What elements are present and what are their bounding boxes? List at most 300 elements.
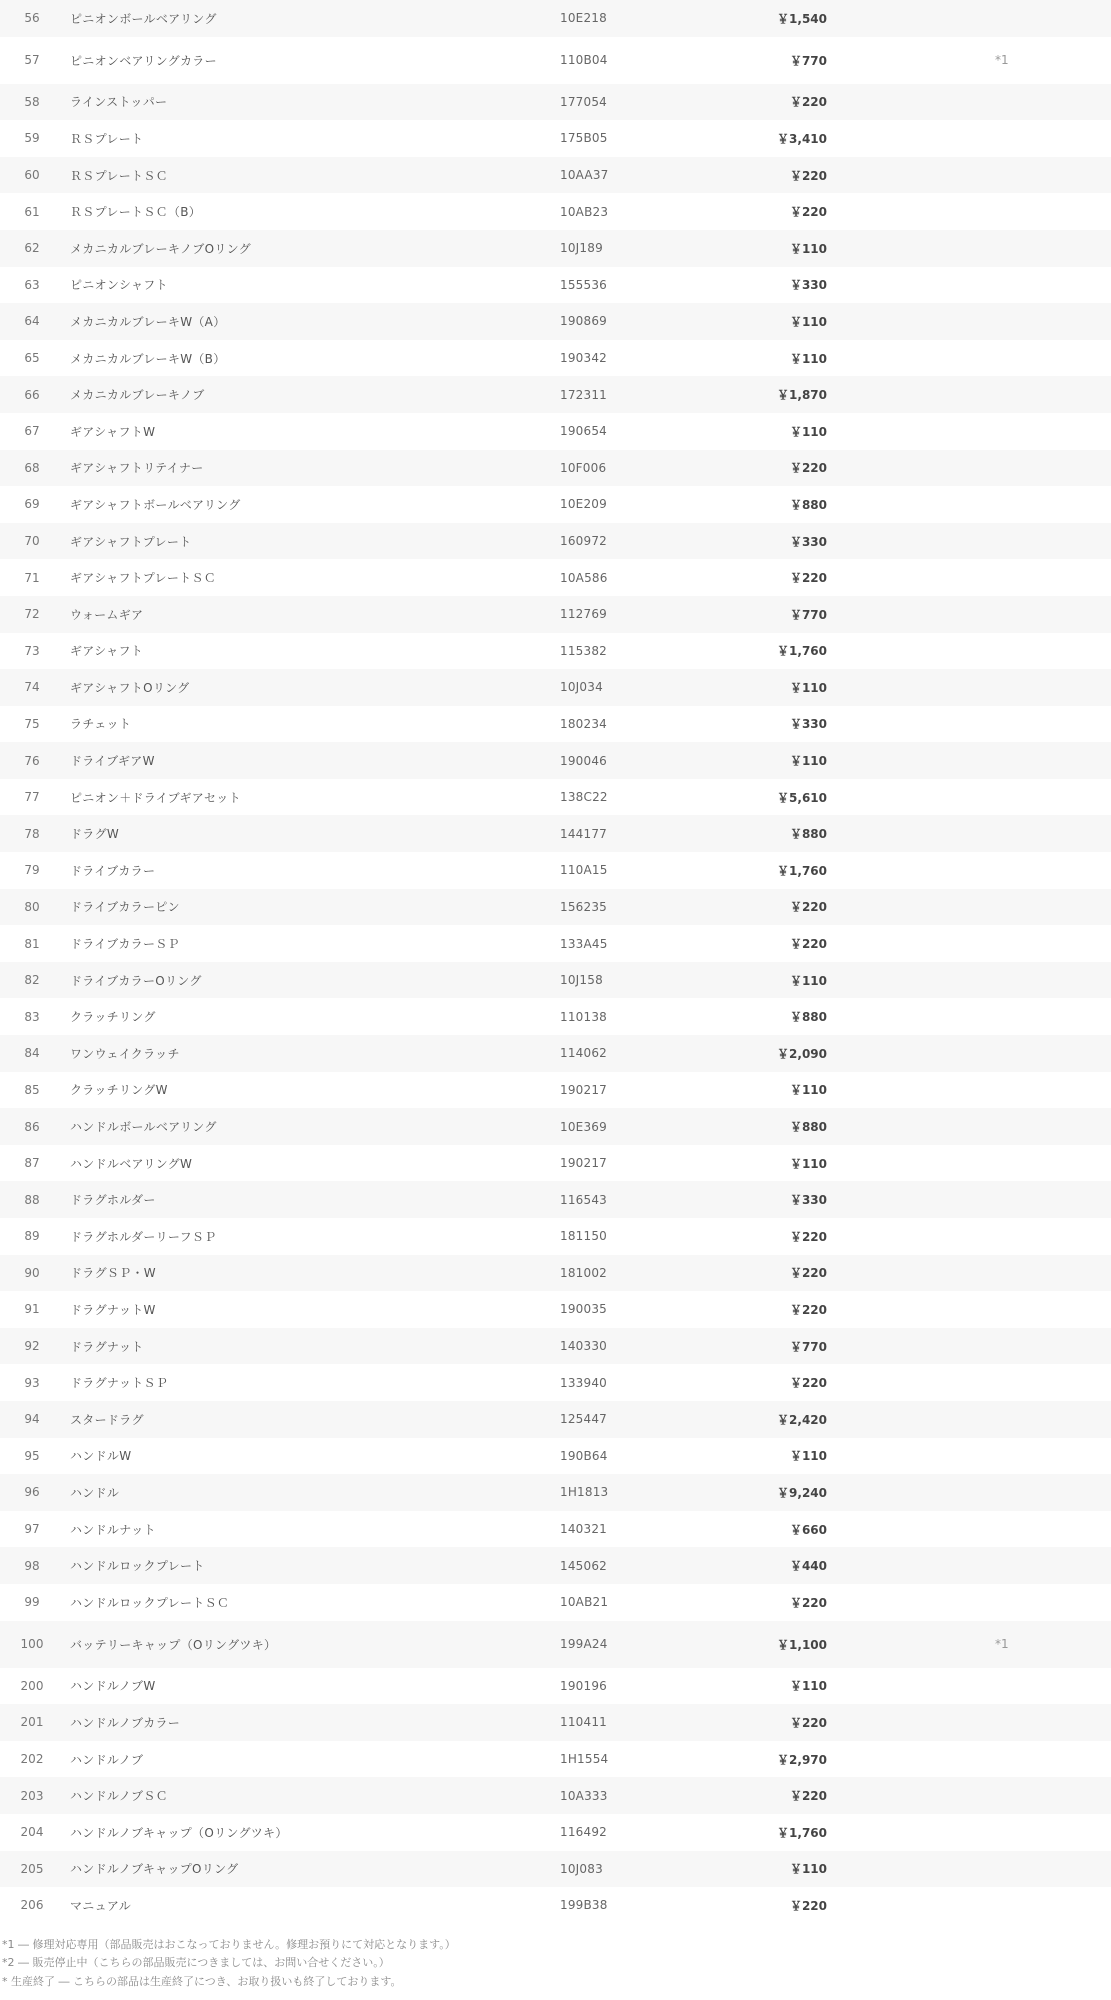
part-note — [995, 1181, 1111, 1218]
part-price: ￥220 — [710, 559, 995, 596]
part-note — [995, 1547, 1111, 1584]
part-number: 60 — [0, 157, 64, 194]
table-row — [0, 1668, 1111, 1705]
part-note — [995, 962, 1111, 999]
table-row — [0, 120, 1111, 157]
part-code: 115382 — [560, 633, 710, 670]
part-number: 69 — [0, 486, 64, 523]
part-note — [995, 779, 1111, 816]
part-note — [995, 84, 1111, 121]
part-name: ドライブギアW — [64, 742, 560, 779]
part-code: 172311 — [560, 376, 710, 413]
part-note — [995, 376, 1111, 413]
part-number: 200 — [0, 1668, 64, 1705]
part-name: ギアシャフトW — [64, 413, 560, 450]
part-code: 190B64 — [560, 1438, 710, 1475]
part-number: 70 — [0, 523, 64, 560]
part-price: ￥330 — [710, 523, 995, 560]
part-code: 181002 — [560, 1255, 710, 1292]
part-code: 133940 — [560, 1364, 710, 1401]
part-number: 85 — [0, 1072, 64, 1109]
part-price: ￥220 — [710, 1704, 995, 1741]
part-code: 199A24 — [560, 1621, 710, 1668]
table-row — [0, 413, 1111, 450]
part-price: ￥220 — [710, 1218, 995, 1255]
part-code: 190869 — [560, 303, 710, 340]
part-price: ￥330 — [710, 267, 995, 304]
part-name: ドラグホルダー — [64, 1181, 560, 1218]
part-code: 145062 — [560, 1547, 710, 1584]
part-code: 156235 — [560, 889, 710, 926]
part-name: ハンドルナット — [64, 1511, 560, 1548]
part-code: 10AA37 — [560, 157, 710, 194]
part-name: ドライブカラーOリング — [64, 962, 560, 999]
part-number: 57 — [0, 37, 64, 84]
part-number: 73 — [0, 633, 64, 670]
part-note — [995, 523, 1111, 560]
table-row — [0, 596, 1111, 633]
part-price: ￥110 — [710, 230, 995, 267]
part-number: 84 — [0, 1035, 64, 1072]
footnote-sales-suspended: *2 ― 販売停止中（こちらの部品販売につきましては、お問い合せください。） — [2, 1956, 390, 1970]
table-row — [0, 1218, 1111, 1255]
part-name: ドラグナットW — [64, 1291, 560, 1328]
part-price: ￥220 — [710, 157, 995, 194]
part-code: 181150 — [560, 1218, 710, 1255]
part-note — [995, 1668, 1111, 1705]
part-number: 59 — [0, 120, 64, 157]
part-name: ギアシャフト — [64, 633, 560, 670]
part-name: バッテリーキャップ（Oリングツキ） — [64, 1621, 560, 1668]
part-price: ￥110 — [710, 340, 995, 377]
part-number: 63 — [0, 267, 64, 304]
part-number: 71 — [0, 559, 64, 596]
part-name: ピニオン＋ドライブギアセット — [64, 779, 560, 816]
part-note — [995, 303, 1111, 340]
part-note — [995, 1035, 1111, 1072]
part-price: ￥1,870 — [710, 376, 995, 413]
part-price: ￥110 — [710, 962, 995, 999]
part-number: 99 — [0, 1584, 64, 1621]
part-code: 112769 — [560, 596, 710, 633]
part-code: 110A15 — [560, 852, 710, 889]
table-row — [0, 852, 1111, 889]
part-price: ￥3,410 — [710, 120, 995, 157]
table-row — [0, 1814, 1111, 1851]
part-price: ￥220 — [710, 1584, 995, 1621]
table-row — [0, 1547, 1111, 1584]
part-number: 96 — [0, 1474, 64, 1511]
table-row — [0, 523, 1111, 560]
part-note — [995, 1511, 1111, 1548]
part-number: 94 — [0, 1401, 64, 1438]
part-name: ハンドルノブカラー — [64, 1704, 560, 1741]
part-name: クラッチリングW — [64, 1072, 560, 1109]
part-price: ￥220 — [710, 1364, 995, 1401]
table-row — [0, 340, 1111, 377]
part-name: メカニカルブレーキノブ — [64, 376, 560, 413]
part-price: ￥770 — [710, 1328, 995, 1365]
part-price: ￥330 — [710, 1181, 995, 1218]
part-code: 10J158 — [560, 962, 710, 999]
part-name: ギアシャフトプレート — [64, 523, 560, 560]
part-name: ドライブカラー — [64, 852, 560, 889]
part-number: 205 — [0, 1851, 64, 1888]
part-price: ￥220 — [710, 193, 995, 230]
part-code: 177054 — [560, 84, 710, 121]
part-note — [995, 486, 1111, 523]
part-note — [995, 852, 1111, 889]
part-number: 92 — [0, 1328, 64, 1365]
part-number: 78 — [0, 815, 64, 852]
part-code: 10F006 — [560, 450, 710, 487]
table-row — [0, 1851, 1111, 1888]
part-note — [995, 1777, 1111, 1814]
part-name: ドラグホルダーリーフＳＰ — [64, 1218, 560, 1255]
table-row — [0, 1741, 1111, 1778]
table-row — [0, 559, 1111, 596]
part-price: ￥660 — [710, 1511, 995, 1548]
part-price: ￥440 — [710, 1547, 995, 1584]
part-price: ￥880 — [710, 486, 995, 523]
table-row — [0, 706, 1111, 743]
part-note — [995, 633, 1111, 670]
table-row — [0, 1181, 1111, 1218]
part-code: 10A586 — [560, 559, 710, 596]
table-row — [0, 815, 1111, 852]
part-code: 190217 — [560, 1145, 710, 1182]
part-note — [995, 1474, 1111, 1511]
part-price: ￥220 — [710, 1887, 995, 1924]
table-row — [0, 193, 1111, 230]
part-number: 97 — [0, 1511, 64, 1548]
part-price: ￥220 — [710, 1777, 995, 1814]
part-price: ￥5,610 — [710, 779, 995, 816]
table-row — [0, 1364, 1111, 1401]
table-row — [0, 889, 1111, 926]
part-number: 203 — [0, 1777, 64, 1814]
part-price: ￥110 — [710, 1438, 995, 1475]
part-note — [995, 742, 1111, 779]
part-number: 77 — [0, 779, 64, 816]
part-note — [995, 1851, 1111, 1888]
part-name: ワンウェイクラッチ — [64, 1035, 560, 1072]
part-name: ピニオンシャフト — [64, 267, 560, 304]
part-note — [995, 120, 1111, 157]
part-name: ピニオンベアリングカラー — [64, 37, 560, 84]
table-row — [0, 230, 1111, 267]
part-note — [995, 1438, 1111, 1475]
part-price: ￥1,760 — [710, 633, 995, 670]
part-note — [995, 1401, 1111, 1438]
part-number: 95 — [0, 1438, 64, 1475]
part-price: ￥2,970 — [710, 1741, 995, 1778]
part-code: 10J189 — [560, 230, 710, 267]
table-row — [0, 1035, 1111, 1072]
part-note — [995, 1291, 1111, 1328]
table-row — [0, 1145, 1111, 1182]
part-note: *1 — [995, 1621, 1111, 1668]
part-number: 79 — [0, 852, 64, 889]
part-code: 199B38 — [560, 1887, 710, 1924]
part-number: 83 — [0, 998, 64, 1035]
part-code: 125447 — [560, 1401, 710, 1438]
part-code: 10E218 — [560, 0, 710, 37]
part-code: 110B04 — [560, 37, 710, 84]
part-name: ドライブカラーＳＰ — [64, 925, 560, 962]
part-name: ＲＳプレートＳＣ（B） — [64, 193, 560, 230]
part-note — [995, 1741, 1111, 1778]
part-price: ￥880 — [710, 998, 995, 1035]
part-price: ￥880 — [710, 815, 995, 852]
part-name: ラインストッパー — [64, 84, 560, 121]
part-number: 80 — [0, 889, 64, 926]
part-code: 10E369 — [560, 1108, 710, 1145]
part-code: 190035 — [560, 1291, 710, 1328]
part-note — [995, 193, 1111, 230]
table-row — [0, 0, 1111, 37]
part-number: 202 — [0, 1741, 64, 1778]
part-code: 190654 — [560, 413, 710, 450]
table-row — [0, 157, 1111, 194]
part-name: ハンドル — [64, 1474, 560, 1511]
part-name: ラチェット — [64, 706, 560, 743]
part-number: 66 — [0, 376, 64, 413]
table-row — [0, 998, 1111, 1035]
table-row — [0, 376, 1111, 413]
part-number: 75 — [0, 706, 64, 743]
part-name: ハンドルノブW — [64, 1668, 560, 1705]
part-number: 67 — [0, 413, 64, 450]
part-note — [995, 596, 1111, 633]
part-number: 76 — [0, 742, 64, 779]
part-price: ￥770 — [710, 596, 995, 633]
part-price: ￥1,100 — [710, 1621, 995, 1668]
part-code: 190217 — [560, 1072, 710, 1109]
part-name: スタードラグ — [64, 1401, 560, 1438]
part-code: 140321 — [560, 1511, 710, 1548]
table-row — [0, 1291, 1111, 1328]
table-row — [0, 1108, 1111, 1145]
part-name: ギアシャフトプレートＳＣ — [64, 559, 560, 596]
part-price: ￥2,420 — [710, 1401, 995, 1438]
part-number: 88 — [0, 1181, 64, 1218]
part-code: 114062 — [560, 1035, 710, 1072]
part-price: ￥220 — [710, 925, 995, 962]
part-number: 81 — [0, 925, 64, 962]
part-name: ドラグＳＰ・W — [64, 1255, 560, 1292]
table-row — [0, 925, 1111, 962]
part-note — [995, 230, 1111, 267]
part-code: 1H1554 — [560, 1741, 710, 1778]
part-price: ￥1,760 — [710, 852, 995, 889]
part-note — [995, 815, 1111, 852]
part-name: メカニカルブレーキW（B） — [64, 340, 560, 377]
part-number: 58 — [0, 84, 64, 121]
part-note — [995, 157, 1111, 194]
table-row — [0, 1255, 1111, 1292]
part-name: ハンドルボールベアリング — [64, 1108, 560, 1145]
part-price: ￥110 — [710, 1851, 995, 1888]
part-code: 175B05 — [560, 120, 710, 157]
table-row — [0, 1401, 1111, 1438]
part-name: ドライブカラーピン — [64, 889, 560, 926]
table-row — [0, 1474, 1111, 1511]
part-note — [995, 559, 1111, 596]
part-number: 72 — [0, 596, 64, 633]
part-price: ￥110 — [710, 1072, 995, 1109]
part-name: ピニオンボールベアリング — [64, 0, 560, 37]
part-code: 140330 — [560, 1328, 710, 1365]
part-name: ハンドルロックプレート — [64, 1547, 560, 1584]
part-note — [995, 0, 1111, 37]
part-note — [995, 1328, 1111, 1365]
part-code: 190196 — [560, 1668, 710, 1705]
footnotes — [0, 1936, 937, 1992]
part-note — [995, 267, 1111, 304]
part-note — [995, 1887, 1111, 1924]
part-name: クラッチリング — [64, 998, 560, 1035]
part-note — [995, 1218, 1111, 1255]
part-number: 91 — [0, 1291, 64, 1328]
part-number: 82 — [0, 962, 64, 999]
part-number: 87 — [0, 1145, 64, 1182]
part-note — [995, 925, 1111, 962]
part-code: 10E209 — [560, 486, 710, 523]
part-number: 204 — [0, 1814, 64, 1851]
table-row — [0, 779, 1111, 816]
part-note — [995, 1072, 1111, 1109]
part-code: 133A45 — [560, 925, 710, 962]
part-price: ￥1,760 — [710, 1814, 995, 1851]
part-price: ￥220 — [710, 450, 995, 487]
table-row — [0, 1621, 1111, 1668]
part-code: 116492 — [560, 1814, 710, 1851]
part-code: 110411 — [560, 1704, 710, 1741]
part-code: 10AB23 — [560, 193, 710, 230]
part-code: 190046 — [560, 742, 710, 779]
part-code: 110138 — [560, 998, 710, 1035]
part-price: ￥880 — [710, 1108, 995, 1145]
part-code: 10J083 — [560, 1851, 710, 1888]
part-price: ￥220 — [710, 1255, 995, 1292]
part-name: マニュアル — [64, 1887, 560, 1924]
table-row — [0, 84, 1111, 121]
part-number: 93 — [0, 1364, 64, 1401]
part-name: ハンドルW — [64, 1438, 560, 1475]
part-name: ハンドルノブ — [64, 1741, 560, 1778]
part-note — [995, 706, 1111, 743]
part-number: 61 — [0, 193, 64, 230]
part-name: ハンドルノブＳＣ — [64, 1777, 560, 1814]
footnote-repair-only: *1 ― 修理対応専用（部品販売はおこなっておりません。修理お預りにて対応となります。） — [2, 1937, 456, 1951]
part-price: ￥110 — [710, 303, 995, 340]
table-row — [0, 37, 1111, 84]
part-code: 190342 — [560, 340, 710, 377]
part-price: ￥9,240 — [710, 1474, 995, 1511]
part-code: 10A333 — [560, 1777, 710, 1814]
part-number: 62 — [0, 230, 64, 267]
part-price: ￥220 — [710, 889, 995, 926]
part-note — [995, 1704, 1111, 1741]
table-row — [0, 1438, 1111, 1475]
part-code: 10AB21 — [560, 1584, 710, 1621]
part-number: 56 — [0, 0, 64, 37]
part-code: 116543 — [560, 1181, 710, 1218]
part-number: 100 — [0, 1621, 64, 1668]
part-name: ギアシャフトリテイナー — [64, 450, 560, 487]
part-price: ￥220 — [710, 84, 995, 121]
table-row — [0, 486, 1111, 523]
table-row — [0, 450, 1111, 487]
part-code: 144177 — [560, 815, 710, 852]
part-number: 98 — [0, 1547, 64, 1584]
part-name: ドラグナット — [64, 1328, 560, 1365]
part-code: 180234 — [560, 706, 710, 743]
part-name: ハンドルベアリングW — [64, 1145, 560, 1182]
table-row — [0, 303, 1111, 340]
part-name: ハンドルノブキャップOリング — [64, 1851, 560, 1888]
table-row — [0, 1511, 1111, 1548]
part-number: 90 — [0, 1255, 64, 1292]
footnote-discontinued: * 生産終了 ― こちらの部品は生産終了につき、お取り扱いも終了しております。 — [2, 1974, 402, 1988]
part-name: ドラグW — [64, 815, 560, 852]
part-note — [995, 1584, 1111, 1621]
part-note — [995, 1814, 1111, 1851]
part-price: ￥220 — [710, 1291, 995, 1328]
part-note — [995, 1255, 1111, 1292]
table-row — [0, 1777, 1111, 1814]
part-code: 155536 — [560, 267, 710, 304]
part-number: 89 — [0, 1218, 64, 1255]
part-price: ￥110 — [710, 413, 995, 450]
part-note — [995, 340, 1111, 377]
part-code: 138C22 — [560, 779, 710, 816]
part-number: 68 — [0, 450, 64, 487]
part-name: ＲＳプレート — [64, 120, 560, 157]
table-row — [0, 633, 1111, 670]
part-name: ＲＳプレートＳＣ — [64, 157, 560, 194]
part-number: 206 — [0, 1887, 64, 1924]
part-price: ￥2,090 — [710, 1035, 995, 1072]
table-row — [0, 1887, 1111, 1924]
part-code: 160972 — [560, 523, 710, 560]
table-row — [0, 669, 1111, 706]
part-number: 64 — [0, 303, 64, 340]
part-number: 65 — [0, 340, 64, 377]
part-name: ウォームギア — [64, 596, 560, 633]
part-note — [995, 1108, 1111, 1145]
part-price: ￥1,540 — [710, 0, 995, 37]
part-number: 74 — [0, 669, 64, 706]
part-price: ￥110 — [710, 669, 995, 706]
part-name: ギアシャフトボールベアリング — [64, 486, 560, 523]
part-name: ギアシャフトOリング — [64, 669, 560, 706]
part-note — [995, 450, 1111, 487]
part-note — [995, 1364, 1111, 1401]
part-price: ￥770 — [710, 37, 995, 84]
part-note: *1 — [995, 37, 1111, 84]
part-note — [995, 669, 1111, 706]
part-note — [995, 889, 1111, 926]
part-note — [995, 998, 1111, 1035]
part-number: 201 — [0, 1704, 64, 1741]
part-price: ￥110 — [710, 1668, 995, 1705]
table-row — [0, 1072, 1111, 1109]
part-code: 10J034 — [560, 669, 710, 706]
part-price: ￥330 — [710, 706, 995, 743]
part-price: ￥110 — [710, 742, 995, 779]
